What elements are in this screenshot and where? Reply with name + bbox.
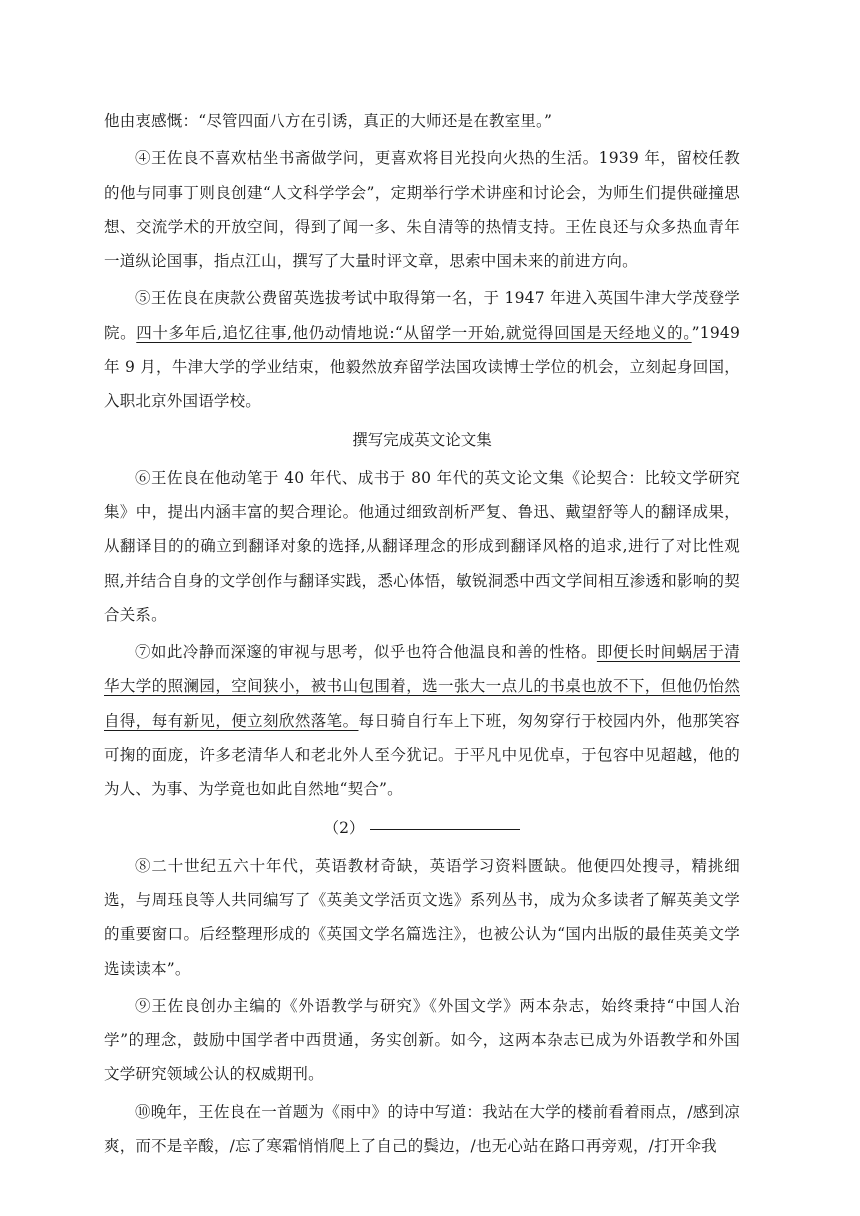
paragraph [104,461,740,632]
underlined-sentence: 即便长时间蜗居于清华大学的照澜园，空间狭小，被书山包围着，选一张大一点儿的书桌也放不下，但他仍怡然自得，每有新见，便立刻欣然落笔。 [104,643,740,730]
paragraph-text: 每日骑自行车上下班，匆匆穿行于校园内外，他那笑容可掬的面庞，许多老清华人和老北外人至今犹记。于平凡中见优卓，于包容中见超越，他的为人、为事、为学竟也如此自然地“契合”。 [104,711,740,799]
underlined-sentence: 四十多年后,追忆往事,他仍动情地说:“从留学一开始,就觉得回国是天经地义的。 [136,323,692,342]
paragraph [104,104,740,138]
paragraph-text: 他由衷感慨：“尽管四面八方在引诱，真正的大师还是在教室里。” [104,112,553,130]
paragraph-text: ⑥王佐良在他动笔于 40 年代、成书于 80 年代的英文论文集《论契合：比较文学研究集》中，提出内涵丰富的契合理论。他通过细致剖析严复、鲁迅、戴望舒等人的翻译成果，从翻译目的的确立到翻译对象的选择,从翻译理念的形成到翻译风格的追求,进行了对比性观照,并结合自身的文学创作与翻译实践，悉心体悟，敏锐洞悉中西文学间相互渗透和影响的契合关系。 [104,468,740,624]
paragraph-text: ④王佐良不喜欢枯坐书斋做学问，更喜欢将目光投向火热的生活。1939 年，留校任教的他与同事丁则良创建“人文科学学会”，定期举行学术讲座和讨论会，为师生们提供碰撞思想、交流学术的开放空间，得到了闻一多、朱自清等的热情支持。王佐良还与众多热血青年一道纵论国事，指点江山，撰写了大量时评文章，思索中国未来的前进方向。 [104,149,740,271]
document-page [104,104,740,1166]
paragraph-text: ⑦如此冷静而深邃的审视与思考，似乎也符合他温良和善的性格。 [135,643,597,662]
paragraph [104,281,740,418]
paragraph-text: （2） [323,818,365,837]
paragraph-text: ⑩晚年，王佐良在一首题为《雨中》的诗中写道：我站在大学的楼前看着雨点，/感到凉爽，而不是辛酸，/忘了寒霜悄悄爬上了自己的鬓边，/也无心站在路口再旁观，/打开伞我 [104,1102,740,1156]
paragraph-text: ⑧二十世纪五六十年代，英语教材奇缺，英语学习资料匮缺。他便四处搜寻，精挑细选，与周珏良等人共同编写了《英美文学活页文选》系列丛书，成为众多读者了解英美文学的重要窗口。后经整理形成的《英国文学名篇选注》，也被公认为“国内出版的最佳英美文学选读读本”。 [104,856,740,978]
section-heading-blank [104,810,740,846]
section-heading [104,422,740,458]
fill-in-blank-line [370,828,520,830]
paragraph [104,849,740,986]
paragraph-text: ⑤王佐良在庚款公费留英选拔考试中取得第一名，于 1947 年进入英国牛津大学茂登学院。 [104,289,740,342]
paragraph [104,635,740,806]
paragraph [104,1095,740,1164]
paragraph [104,141,740,278]
paragraph [104,989,740,1092]
paragraph-text: 撰写完成英文论文集 [352,430,492,449]
paragraph-text: ”1949 年 9 月，牛津大学的学业结束，他毅然放弃留学法国攻读博士学位的机会，立刻起身回国，入职北京外国语学校。 [104,323,741,411]
paragraph-text: ⑨王佐良创办主编的《外语教学与研究》《外国文学》两本杂志，始终秉持“中国人治学”的理念，鼓励中国学者中西贯通，务实创新。如今，这两本杂志已成为外语教学和外国文学研究领域公认的权威期刊。 [104,996,740,1084]
